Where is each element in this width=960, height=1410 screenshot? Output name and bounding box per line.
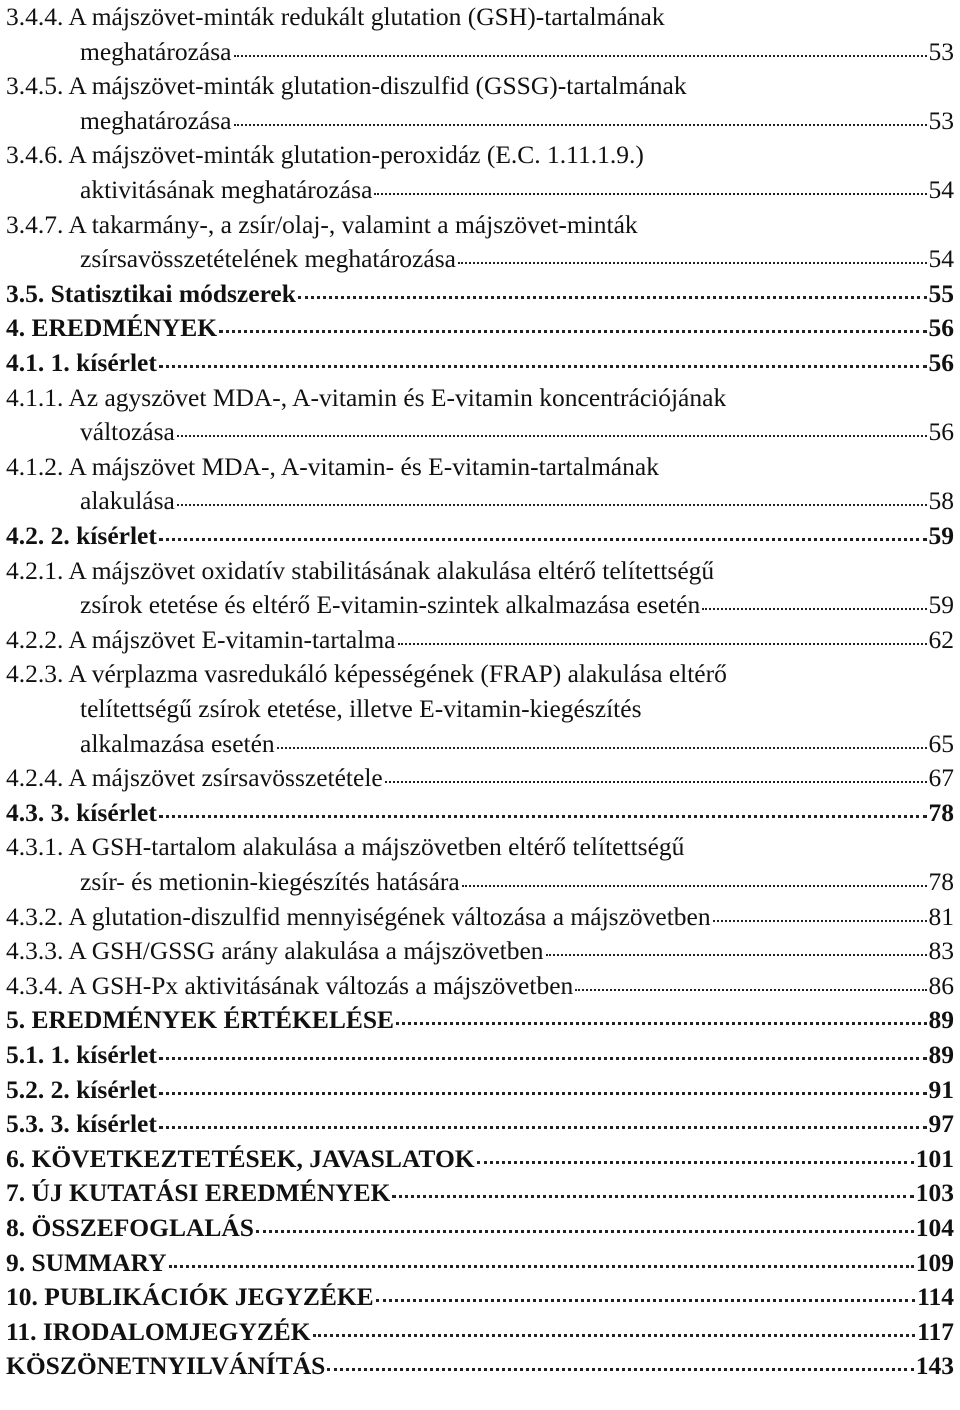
toc-entry-title: 4.2.2. A májszövet E-vitamin-tartalma <box>6 624 396 654</box>
toc-page-number: 56 <box>928 417 954 447</box>
dot-leader <box>398 643 927 645</box>
toc-entry-title: 3.5. Statisztikai módszerek <box>6 278 296 308</box>
toc-page-number: 59 <box>928 590 954 620</box>
toc-entry-title: 4.3. 3. kísérlet <box>6 797 157 827</box>
dot-leader <box>177 435 927 437</box>
toc-entry-title: aktivitásának meghatározása <box>80 174 373 204</box>
dot-leader <box>702 608 926 610</box>
toc-entry[interactable] <box>6 1003 954 1038</box>
toc-line <box>6 104 954 139</box>
toc-line <box>6 934 954 969</box>
dot-leader <box>219 330 926 333</box>
toc-page-number: 53 <box>928 105 954 135</box>
dot-leader <box>462 885 927 887</box>
toc-entry-title: 7. ÚJ KUTATÁSI EREDMÉNYEK <box>6 1178 391 1208</box>
toc-line <box>6 796 954 831</box>
toc-entry[interactable] <box>6 0 954 69</box>
toc-entry[interactable] <box>6 381 954 450</box>
toc-entry[interactable] <box>6 761 954 796</box>
toc-line <box>6 554 954 589</box>
toc-entry[interactable] <box>6 1176 954 1211</box>
toc-entry[interactable] <box>6 138 954 207</box>
toc-entry-title: 9. SUMMARY <box>6 1247 167 1277</box>
toc-entry[interactable] <box>6 1038 954 1073</box>
toc-entry-title: zsír- és metionin-kiegészítés hatására <box>80 866 460 896</box>
toc-line <box>6 484 954 519</box>
toc-page-number: 58 <box>928 486 954 516</box>
toc-entry[interactable] <box>6 311 954 346</box>
toc-entry[interactable] <box>6 1211 954 1246</box>
toc-page-number: 104 <box>915 1213 954 1242</box>
toc-line <box>6 865 954 900</box>
dot-leader <box>477 1161 914 1164</box>
toc-entry-title: 5. EREDMÉNYEK ÉRTÉKELÉSE <box>6 1005 395 1035</box>
toc-page-number: 59 <box>928 521 954 550</box>
toc-page-number: 65 <box>928 728 954 758</box>
toc-entry-title: zsírok etetése és eltérő E-vitamin-szintek alkalmazása esetén <box>80 590 701 620</box>
toc-entry[interactable] <box>6 657 954 761</box>
toc-page-number: 103 <box>915 1178 954 1208</box>
toc-entry-title: 4.3.3. A GSH/GSSG arány alakulása a májszövetben <box>6 936 544 966</box>
toc-line <box>6 208 954 243</box>
toc-line <box>6 138 954 173</box>
dot-leader <box>546 954 927 956</box>
toc-entry-title: alkalmazása esetén <box>80 728 275 758</box>
toc-page-number: 67 <box>928 763 954 793</box>
toc-line <box>6 381 954 416</box>
toc-entry-title: 8. ÖSSZEFOGLALÁS <box>6 1213 254 1242</box>
toc-line <box>6 1107 954 1142</box>
toc-line <box>6 311 954 346</box>
toc-entry-title: 4.2. 2. kísérlet <box>6 521 157 550</box>
toc-entry[interactable] <box>6 1349 954 1384</box>
toc-entry-title: 3.4.7. A takarmány-, a zsír/olaj-, valamint a májszövet-minták <box>6 209 638 239</box>
toc-entry-title: KÖSZÖNETNYILVÁNÍTÁS <box>6 1351 326 1381</box>
toc-page-number: 56 <box>928 313 954 343</box>
toc-line <box>6 623 954 658</box>
toc-page-number: 86 <box>928 970 954 1000</box>
toc-line <box>6 900 954 935</box>
dot-leader <box>159 1057 927 1060</box>
dot-leader <box>713 920 927 922</box>
toc-entry-title: 5.3. 3. kísérlet <box>6 1109 157 1139</box>
toc-entry[interactable] <box>6 1142 954 1177</box>
toc-page-number: 54 <box>928 174 954 204</box>
toc-page-number: 91 <box>928 1074 954 1104</box>
toc-page-number: 55 <box>928 278 954 308</box>
dot-leader <box>256 1230 914 1233</box>
toc-line <box>6 1315 954 1350</box>
dot-leader <box>234 124 927 126</box>
toc-entry[interactable] <box>6 969 954 1004</box>
toc-entry[interactable] <box>6 623 954 658</box>
toc-entry[interactable] <box>6 554 954 623</box>
dot-leader <box>458 262 927 264</box>
toc-entry-title: alakulása <box>80 486 175 516</box>
toc-entry-title: 4.1.1. Az agyszövet MDA-, A-vitamin és E-vitamin koncentrációjának <box>6 382 727 412</box>
toc-line <box>6 173 954 208</box>
toc-entry[interactable] <box>6 519 954 554</box>
toc-entry[interactable] <box>6 900 954 935</box>
toc-line <box>6 450 954 485</box>
toc-entry-title: meghatározása <box>80 105 232 135</box>
toc-line <box>6 1176 954 1211</box>
toc-entry[interactable] <box>6 934 954 969</box>
toc-line <box>6 692 954 727</box>
toc-entry[interactable] <box>6 1107 954 1142</box>
toc-line <box>6 588 954 623</box>
toc-line <box>6 830 954 865</box>
toc-entry-title: 3.4.4. A májszövet-minták redukált glutation (GSH)-tartalmának <box>6 2 665 31</box>
toc-page-number: 54 <box>928 244 954 274</box>
toc-line <box>6 1003 954 1038</box>
toc-entry-title: 5.2. 2. kísérlet <box>6 1074 157 1104</box>
dot-leader <box>575 989 926 991</box>
dot-leader <box>277 747 927 749</box>
toc-line <box>6 969 954 1004</box>
dot-leader <box>396 1022 926 1025</box>
toc-entry[interactable] <box>6 796 954 831</box>
toc-entry-title: meghatározása <box>80 36 232 66</box>
toc-line <box>6 519 954 554</box>
dot-leader <box>177 504 927 506</box>
toc-line <box>6 1349 954 1384</box>
toc-entry[interactable] <box>6 1315 954 1350</box>
toc-line <box>6 242 954 277</box>
toc-page-number: 53 <box>928 36 954 66</box>
toc-entry[interactable] <box>6 450 954 519</box>
toc-page-number: 56 <box>928 348 954 377</box>
toc-entry-title: 3.4.6. A májszövet-minták glutation-peroxidáz (E.C. 1.11.1.9.) <box>6 140 644 170</box>
dot-leader <box>376 1299 915 1302</box>
dot-leader <box>169 1265 914 1268</box>
dot-leader <box>159 538 927 541</box>
toc-line <box>6 69 954 104</box>
toc-line <box>6 1038 954 1073</box>
toc-page-number: 101 <box>915 1143 954 1173</box>
toc-entry-title: 10. PUBLIKÁCIÓK JEGYZÉKE <box>6 1282 374 1312</box>
toc-entry-title: 4. EREDMÉNYEK <box>6 313 218 343</box>
dot-leader <box>374 193 926 195</box>
toc-entry[interactable] <box>6 1073 954 1108</box>
toc-page-number: 62 <box>928 624 954 654</box>
toc-line <box>6 761 954 796</box>
toc-entry[interactable] <box>6 69 954 138</box>
toc-line <box>6 1246 954 1281</box>
toc-entry[interactable] <box>6 1246 954 1281</box>
toc-page-number: 89 <box>928 1040 954 1069</box>
toc-line <box>6 277 954 312</box>
dot-leader <box>392 1195 913 1198</box>
dot-leader <box>159 365 927 368</box>
toc-line <box>6 1142 954 1177</box>
toc-entry[interactable] <box>6 1280 954 1315</box>
toc-line <box>6 727 954 762</box>
toc-entry-title: 4.3.4. A GSH-Px aktivitásának változás a májszövetben <box>6 970 574 1000</box>
toc-page-number: 109 <box>915 1247 954 1277</box>
dot-leader <box>385 781 927 783</box>
toc-entry[interactable] <box>6 830 954 899</box>
toc-entry-title: 11. IRODALOMJEGYZÉK <box>6 1316 311 1346</box>
toc-entry-title: 4.1. 1. kísérlet <box>6 348 157 377</box>
toc-entry-title: 6. KÖVETKEZTETÉSEK, JAVASLATOK <box>6 1143 475 1173</box>
toc-page-number: 97 <box>928 1109 954 1139</box>
dot-leader <box>234 55 927 57</box>
toc-entry-title: 4.3.1. A GSH-tartalom alakulása a májszövetben eltérő telítettségű <box>6 832 685 862</box>
toc-entry-title: zsírsavösszetételének meghatározása <box>80 244 456 274</box>
toc-page-number: 89 <box>928 1005 954 1035</box>
toc-line <box>6 1280 954 1315</box>
toc-page-number: 117 <box>917 1316 954 1346</box>
toc-line <box>6 1073 954 1108</box>
toc-line <box>6 346 954 381</box>
dot-leader <box>298 296 927 299</box>
toc-entry[interactable] <box>6 346 954 381</box>
toc-entry-title: változása <box>80 417 175 447</box>
toc-page-number: 114 <box>917 1282 954 1312</box>
toc-line <box>6 657 954 692</box>
toc-entry-title: 4.3.2. A glutation-diszulfid mennyiségének változása a májszövetben <box>6 901 711 931</box>
toc-line <box>6 1211 954 1246</box>
toc-entry[interactable] <box>6 208 954 277</box>
toc-page-number: 143 <box>915 1351 954 1381</box>
dot-leader <box>327 1368 913 1371</box>
toc-page-number: 83 <box>928 936 954 966</box>
toc-page-number: 78 <box>928 797 954 827</box>
dot-leader <box>159 1126 927 1129</box>
toc-entry-title: 3.4.5. A májszövet-minták glutation-diszulfid (GSSG)-tartalmának <box>6 71 687 101</box>
dot-leader <box>159 1092 927 1095</box>
toc-entry-title: 4.2.4. A májszövet zsírsavösszetétele <box>6 763 383 793</box>
toc-entry-title: 4.2.3. A vérplazma vasredukáló képességének (FRAP) alakulása eltérő <box>6 659 727 689</box>
dot-leader <box>159 815 927 818</box>
toc-entry-title: 5.1. 1. kísérlet <box>6 1040 157 1069</box>
toc-entry[interactable] <box>6 277 954 312</box>
toc-entry-title: telítettségű zsírok etetése, illetve E-vitamin-kiegészítés <box>80 693 642 723</box>
toc-page-number: 78 <box>928 866 954 896</box>
toc-line <box>6 415 954 450</box>
toc-entry-title: 4.2.1. A májszövet oxidatív stabilitásának alakulása eltérő telítettségű <box>6 555 715 585</box>
toc-entry-title: 4.1.2. A májszövet MDA-, A-vitamin- és E-vitamin-tartalmának <box>6 451 659 481</box>
toc-page-number: 81 <box>928 901 954 931</box>
dot-leader <box>313 1334 916 1337</box>
toc-line <box>6 35 954 70</box>
toc-line <box>6 0 954 35</box>
